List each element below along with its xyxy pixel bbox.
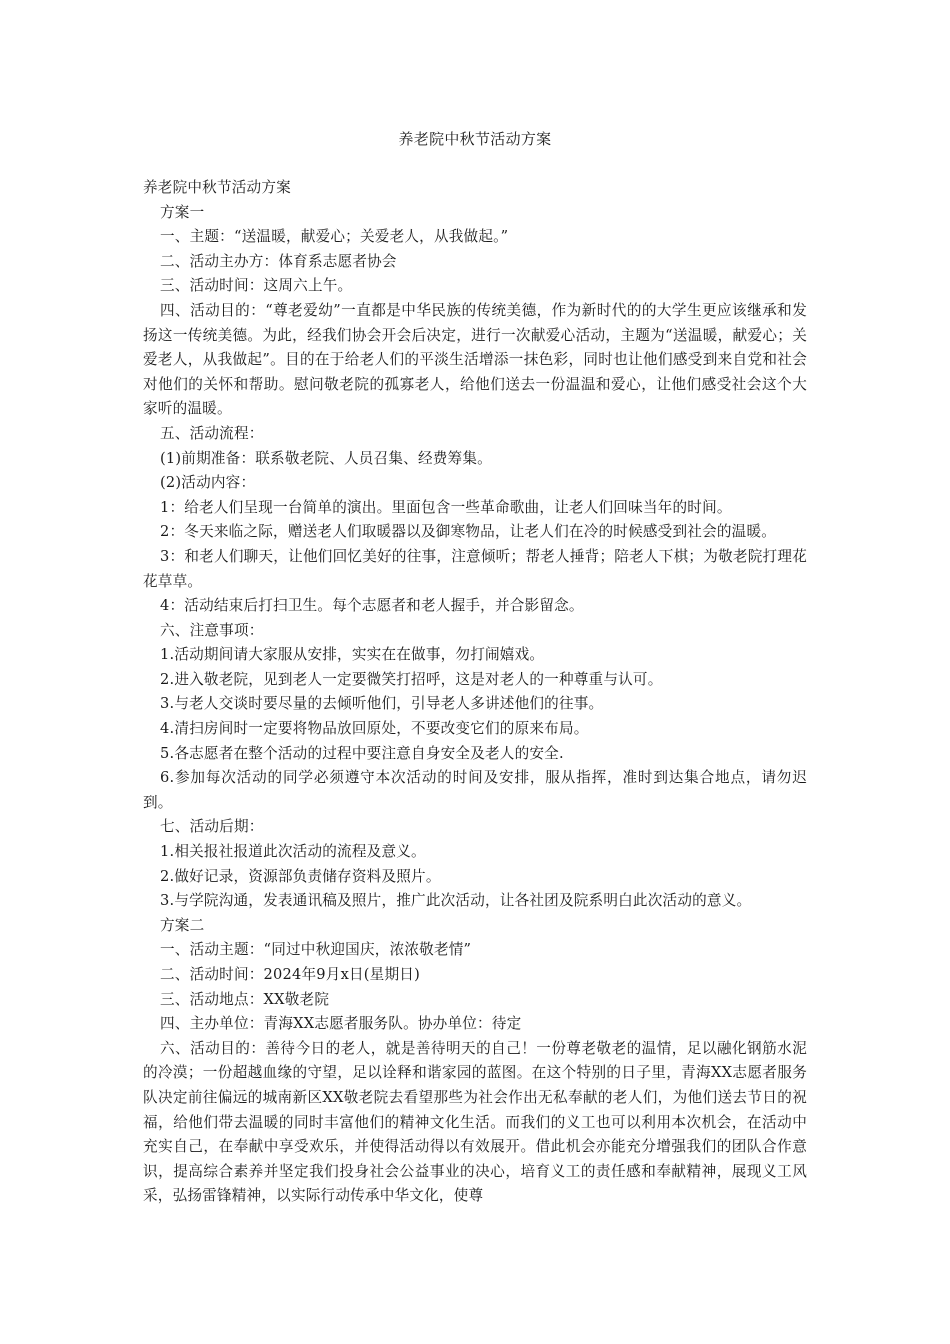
document-body (143, 176, 807, 1209)
paragraph: 六、注意事项： (160, 621, 264, 639)
paragraph: 3：和老人们聊天，让他们回忆美好的往事，注意倾听；帮老人捶背；陪老人下棋；为敬老院打理花花草草。 (143, 547, 807, 590)
paragraph: 六、活动目的：善待今日的老人，就是善待明天的自己！一份尊老敬老的温情，足以融化钢筋水泥的冷漠；一份超越血缘的守望，足以诠释和谐家园的蓝图。在这个特别的日子里，青海XX志愿者服务队决定前往偏远的城南新区XX敬老院去看望那些为社会作出无私奉献的老人们，为他们送去节日的祝福，给他们带去温暖的同时丰富他们的精神文化生活。而我们的义工也可以利用本次机会，在活动中充实自己，在奉献中享受欢乐，并使得活动得以有效展开。借此机会亦能充分增强我们的团队合作意识，提高综合素养并坚定我们投身社会公益事业的决心，培育义工的责任感和奉献精神，展现义工风采，弘扬雷锋精神，以实际行动传承中华文化，使尊 (143, 1039, 807, 1205)
paragraph: 1.活动期间请大家服从安排，实实在在做事，勿打闹嬉戏。 (160, 646, 545, 664)
paragraph: (1)前期准备：联系敬老院、人员召集、经费筹集。 (160, 449, 492, 467)
paragraph: 1：给老人们呈现一台简单的演出。里面包含一些革命歌曲，让老人们回味当年的时间。 (160, 498, 732, 516)
paragraph: 二、活动主办方：体育系志愿者协会 (160, 252, 397, 270)
paragraph: 2：冬天来临之际，赠送老人们取暖器以及御寒物品，让老人们在冷的时候感受到社会的温暖。 (160, 523, 777, 541)
paragraph: 四、主办单位：青海XX志愿者服务队。协办单位：待定 (160, 1015, 522, 1033)
paragraph: 3.与学院沟通，发表通讯稿及照片，推广此次活动，让各社团及院系明白此次活动的意义。 (160, 892, 752, 910)
paragraph: 五、活动流程： (160, 424, 264, 442)
paragraph: 一、主题：“送温暖，献爱心；关爱老人，从我做起。” (160, 228, 509, 246)
paragraph: 4.清扫房间时一定要将物品放回原处，不要改变它们的原来布局。 (160, 720, 589, 738)
paragraph: 四、活动目的：“尊老爱幼”一直都是中华民族的传统美德，作为新时代的的大学生更应该继承和发扬这一传统美德。为此，经我们协会开会后决定，进行一次献爱心活动，主题为“送温暖，献爱心；关爱老人，从我做起”。目的在于给老人们的平淡生活增添一抹色彩，同时也让他们感受到来自党和社会对他们的关怀和帮助。慰问敬老院的孤寡老人，给他们送去一份温温和爱心，让他们感受社会这个大家听的温暖。 (143, 301, 807, 418)
paragraph: 1.相关报社报道此次活动的流程及意义。 (160, 843, 426, 861)
paragraph: 4：活动结束后打扫卫生。每个志愿者和老人握手，并合影留念。 (160, 597, 584, 615)
paragraph: 三、活动地点：XX敬老院 (160, 990, 330, 1008)
paragraph: 一、活动主题：“同过中秋迎国庆，浓浓敬老情” (160, 941, 472, 959)
paragraph: (2)活动内容： (160, 474, 256, 492)
paragraph: 二、活动时间：2024年9月x日(星期日) (160, 966, 420, 983)
paragraph: 5.各志愿者在整个活动的过程中要注意自身安全及老人的安全. (160, 744, 564, 762)
document-title: 养老院中秋节活动方案 (398, 130, 552, 148)
paragraph: 七、活动后期： (160, 818, 264, 836)
paragraph: 三、活动时间：这周六上午。 (160, 277, 353, 295)
paragraph: 3.与老人交谈时要尽量的去倾听他们，引导老人多讲述他们的往事。 (160, 695, 604, 713)
paragraph: 6.参加每次活动的同学必须遵守本次活动的时间及安排，服从指挥，准时到达集合地点，请勿迟到。 (143, 769, 807, 811)
paragraph: 2.做好记录，资源部负责储存资料及照片。 (160, 867, 441, 885)
paragraph: 方案一 (160, 203, 205, 221)
paragraph: 养老院中秋节活动方案 (143, 179, 291, 196)
paragraph: 2.进入敬老院，见到老人一定要微笑打招呼，这是对老人的一种尊重与认可。 (160, 670, 663, 688)
paragraph: 方案二 (160, 916, 205, 934)
